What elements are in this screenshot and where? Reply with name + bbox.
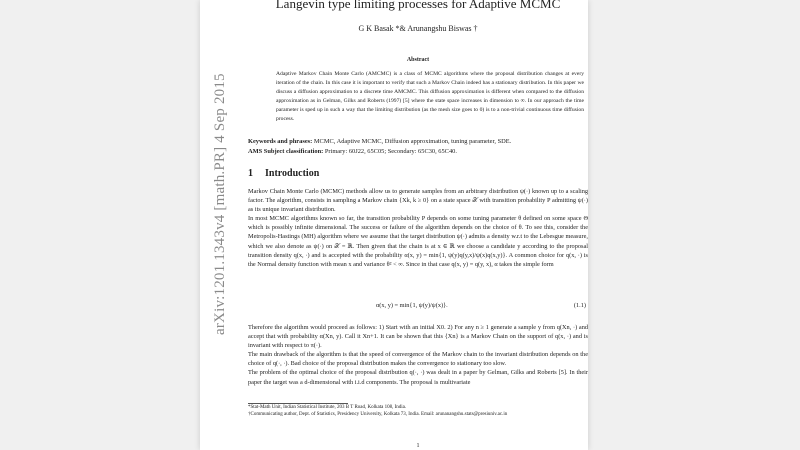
page-number: 1 [416, 443, 420, 449]
intro-body [248, 187, 588, 269]
abstract-text: Adaptive Markov Chain Monte Carlo (AMCMC) is a class of MCMC algorithms where the proposal distribution changes at every iteration of the chain. In this case it is important to verify that such a Markov Chain indeed has a stationary distribution. In this paper we discuss a diffusion approximation to a discrete time AMCMC. This diffusion approximation is different when compared to the diffusion approximation as in Gelman, Gilks and Roberts (1997) [5] where the state space increases in dimension to ∞. In our approach the time parameter is sped up in such a way that the limiting distribution (as the mesh size goes to 0) is to a non-trivial continuous time diffusion process. [276, 71, 584, 122]
footnotes [248, 405, 588, 418]
section-title: Introduction [265, 168, 320, 179]
intro-paragraph: In most MCMC algorithms known so far, the transition probability P depends on some tuning parameter θ defined on some space Θ which is possibly infinite dimensional. The success or failure of the algorithm depends on the choice of θ. To see this, consider the Metropolis-Hastings (MH) algorithm where we assume that the target distribution ψ(·) admits a density w.r.t to the Lebesgue measure, which we also denote as ψ(·) on 𝒳 = ℝ. Then given that the chain is at x ∈ ℝ we choose a candidate y according to the proposal transition density q(x, ·) and is accepted with the probability α(x, y) = min{1, ψ(y)q(y,x)/ψ(x)q(x,y)}. A common choice for q(x, ·) is the Normal density function with mean x and variance θ² < ∞. Since in that case q(x, y) = q(y, x), α takes the simple form [248, 215, 588, 268]
footnote: *Stat-Math Unit, Indian Statistical Institute, 203 B T Road, Kolkata 108, India. [248, 405, 407, 410]
equation-number: (1.1) [573, 302, 586, 309]
abstract-heading: Abstract [406, 57, 430, 63]
ams-label: AMS Subject classification: [248, 147, 324, 155]
keywords-block [248, 137, 588, 156]
ams-text: Primary: 60J22, 65C05; Secondary: 65C30, 65C40. [323, 147, 457, 155]
footnote: †Communicating author, Dept. of Statistics, Presidency University, Kolkata 73, India. Email: arunanangshu.stats@presiuniv.ac.in [248, 411, 508, 417]
keywords-text: MCMC, Adaptive MCMC, Diffusion approximation, tuning parameter, SDE. [312, 138, 512, 145]
section-heading [248, 168, 319, 179]
body-paragraph: The main drawback of the algorithm is that the speed of convergence of the Markov chain to the invariant distribution depends on the choice of q(·, ·). Bad choice of the proposal distribution makes the convergence to stationary too slow. [248, 351, 588, 368]
intro-paragraph: Markov Chain Monte Carlo (MCMC) methods allow us to generate samples from an arbitrary distribution ψ(·) known up to a scaling factor. The algorithm, consists in sampling a Markov chain {Xk, k ≥ 0} on a state space 𝒳 with transition probability P admitting ψ(·) as its unique invariant distribution. [248, 188, 588, 214]
arxiv-stamp: arXiv:1201.1343v4 [math.PR] 4 Sep 2015 [212, 73, 228, 335]
body-paragraph: The problem of the optimal choice of the proposal distribution q(·, ·) was dealt in a paper by Gelman, Gilks and Roberts [5]. In their paper the target was a d-dimensional with i.i.d components. The proposal is multivariate [248, 369, 588, 386]
paper-authors: G K Basak *& Arunangshu Biswas † [358, 24, 478, 33]
footnote-rule [248, 403, 348, 404]
section-number: 1 [248, 168, 253, 179]
equation-expression: α(x, y) = min{1, ψ(y)/ψ(x)}. [376, 302, 448, 309]
paper-page [200, 0, 588, 450]
body-paragraph: Therefore the algorithm would proceed as follows: 1) Start with an initial X0. 2) For any n ≥ 1 generate a sample y from q(Xn, ·) and accept that with probability α(Xn, y). Call it Xn+1. It can be shown that this {Xn} is a Markov Chain on the support of q(x, ·) and is invariant with respect to π(·). [248, 324, 588, 350]
keywords-label: Keywords and phrases: [248, 138, 313, 145]
after-equation-body [248, 323, 588, 387]
paper-title: Langevin type limiting processes for Adaptive MCMC [275, 0, 561, 11]
